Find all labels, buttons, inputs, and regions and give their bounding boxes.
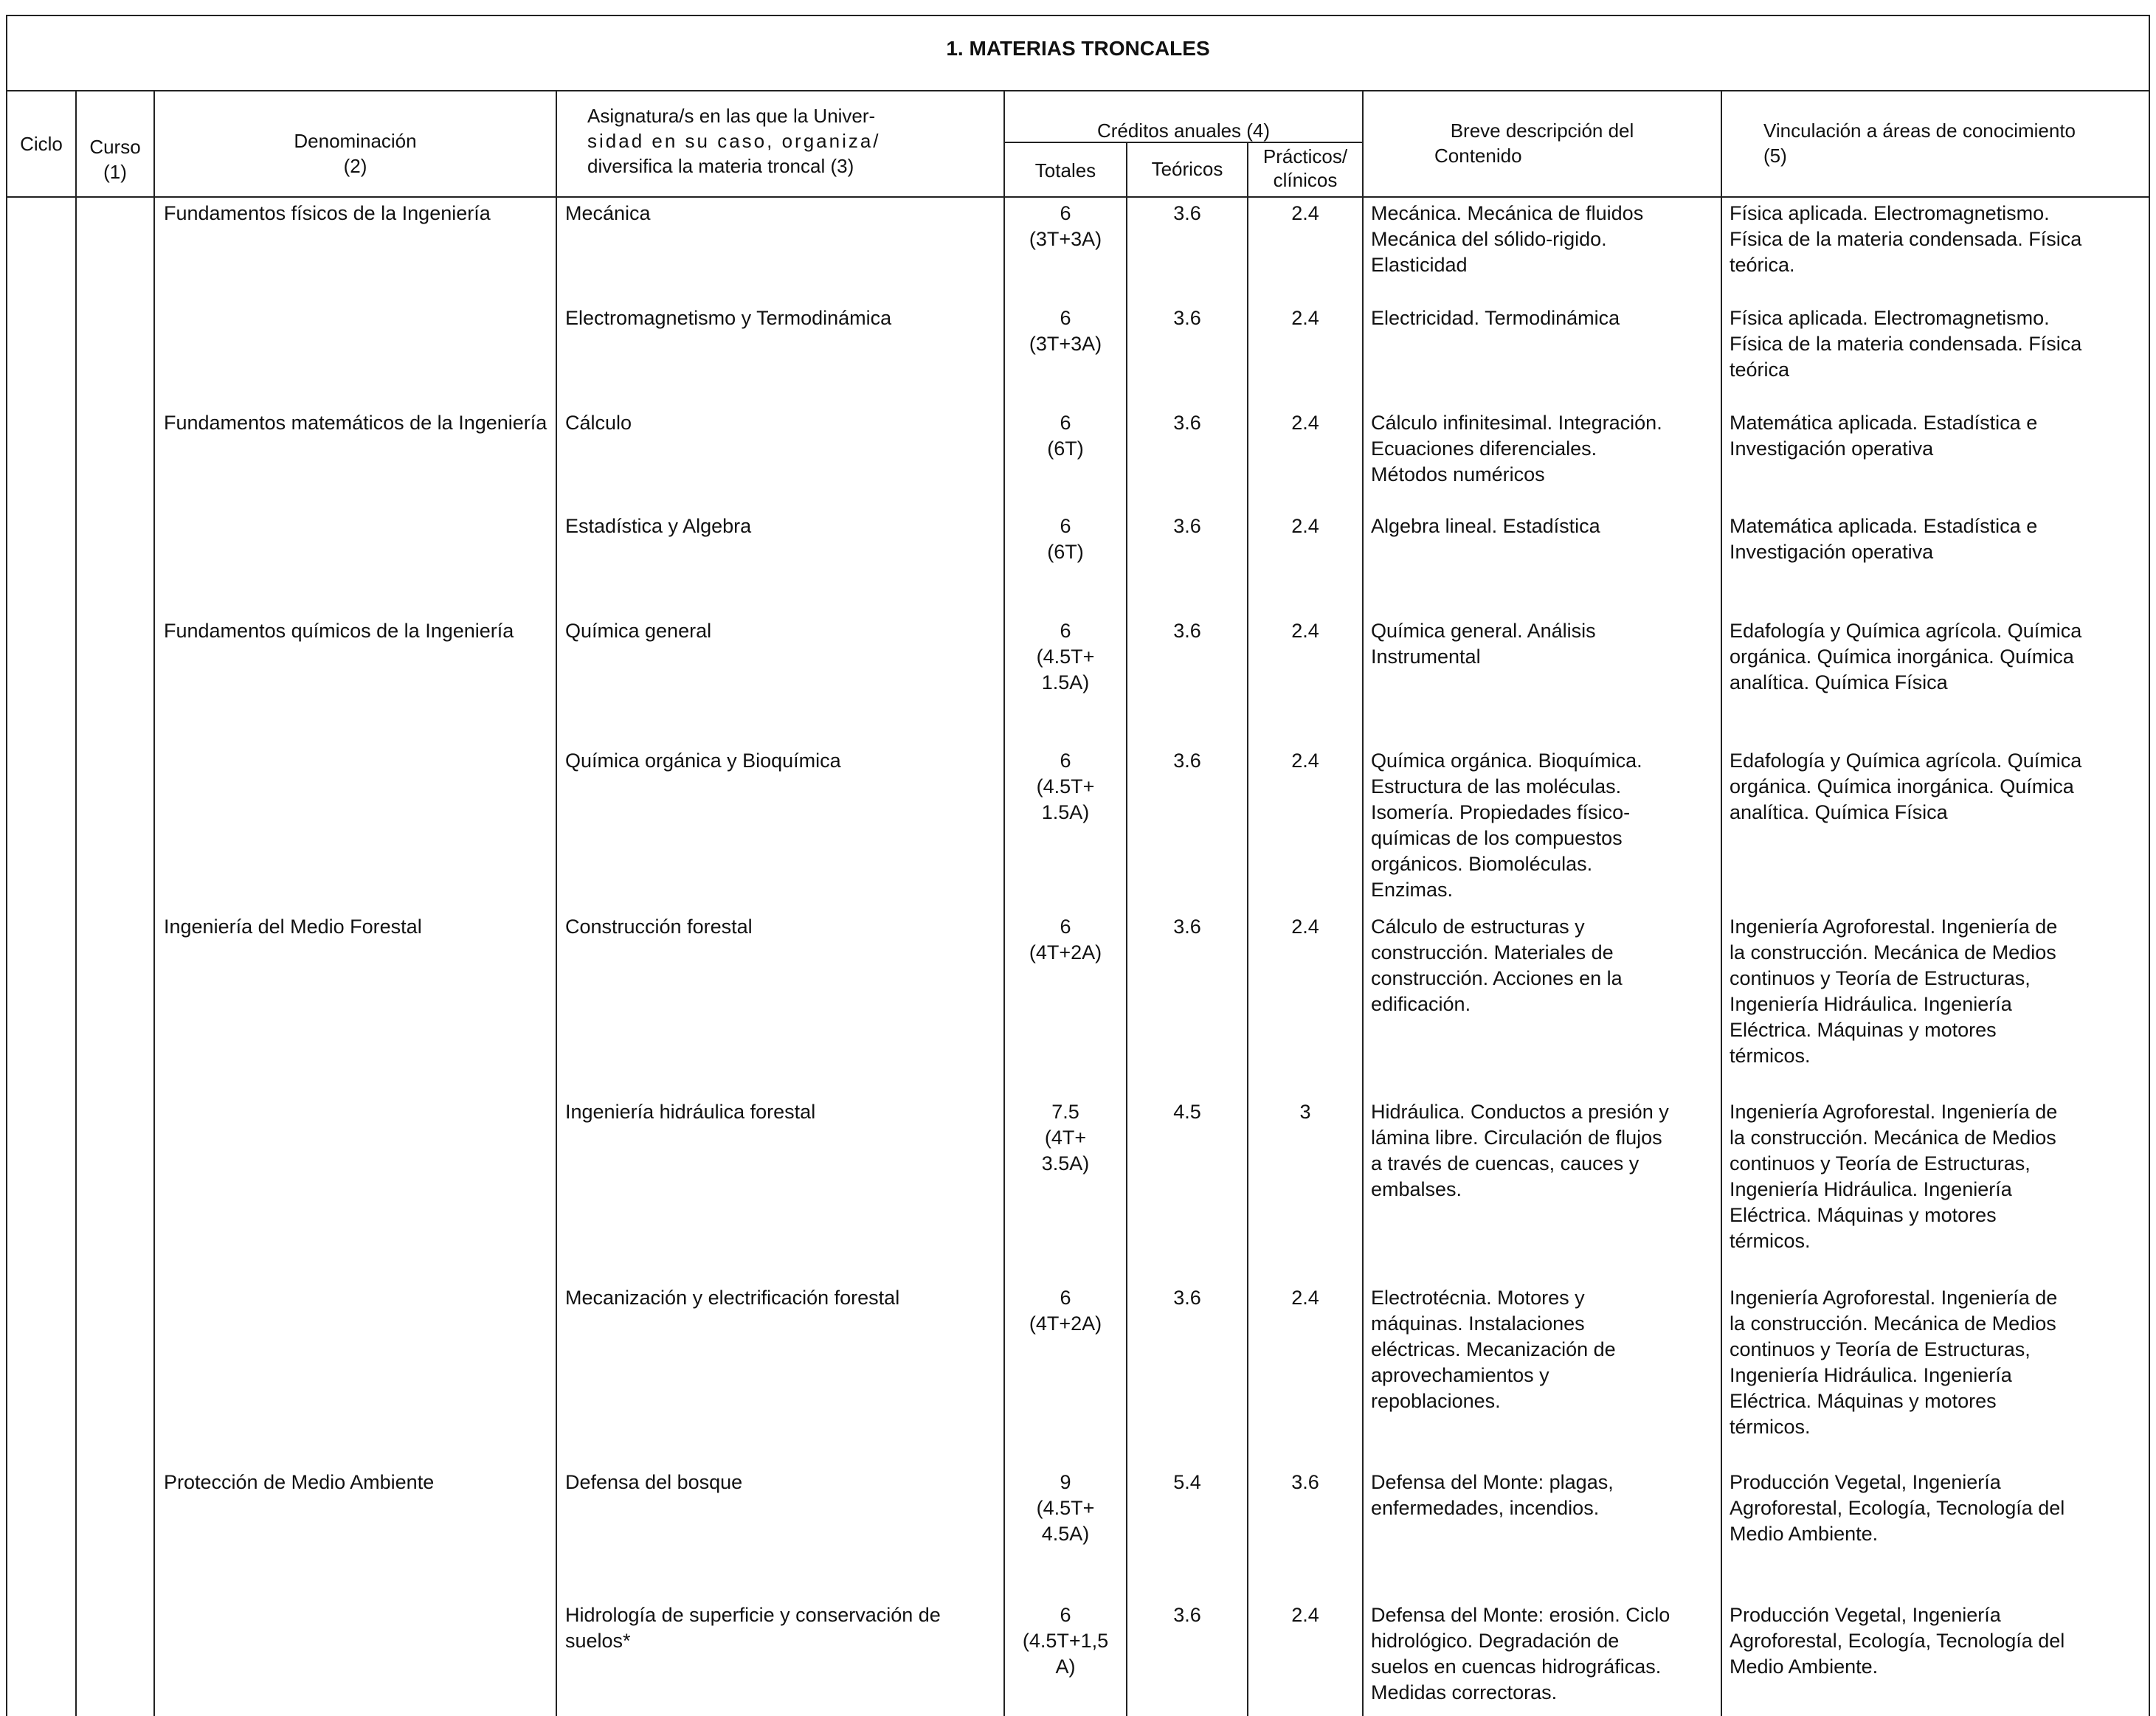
row-descripcion: [1371, 305, 1718, 331]
row-asignatura: Mecanización y electrificación forestal: [565, 1287, 900, 1309]
row-creditos-teoricos: 3.6: [1173, 1604, 1201, 1626]
vinculacion-line: Eléctrica. Máquinas y motores: [1730, 1204, 1997, 1226]
header-practicos-line1: Prácticos/: [1262, 145, 1348, 167]
row-asignatura: Cálculo: [565, 412, 632, 434]
descripcion-line: orgánicos. Biomoléculas.: [1371, 853, 1593, 875]
row-creditos-practicos: 2.4: [1291, 1604, 1319, 1626]
vinculacion-line: la construcción. Mecánica de Medios: [1730, 1127, 2056, 1149]
header-creditos: [1005, 118, 1362, 143]
header-teoricos-label: Teóricos: [1151, 158, 1223, 180]
row-vinculacion: [1730, 410, 2147, 462]
totales-line: (4T+2A): [1029, 941, 1102, 963]
header-practicos-line2: clínicos: [1273, 169, 1338, 191]
vinculacion-line: térmicos.: [1730, 1045, 1811, 1067]
descripcion-line: Mecánica del sólido-rigido.: [1371, 228, 1607, 250]
descripcion-line: Química general. Análisis: [1371, 620, 1596, 642]
row-vinculacion: [1730, 748, 2147, 826]
descripcion-line: construcción. Materiales de: [1371, 941, 1614, 963]
descripcion-line: repoblaciones.: [1371, 1390, 1501, 1412]
row-creditos-teoricos: 3.6: [1173, 1287, 1201, 1309]
totales-line: (6T): [1047, 541, 1084, 563]
totales-line: 6: [1060, 1604, 1071, 1626]
row-asignatura: Mecánica: [565, 202, 651, 224]
descripcion-line: aprovechamientos y: [1371, 1364, 1549, 1386]
vinculacion-line: la construcción. Mecánica de Medios: [1730, 1312, 2056, 1335]
descripcion-line: enfermedades, incendios.: [1371, 1497, 1600, 1519]
vinculacion-line: orgánica. Química inorgánica. Química: [1730, 775, 2074, 798]
row-asignatura: Defensa del bosque: [565, 1471, 743, 1493]
descripcion-line: máquinas. Instalaciones: [1371, 1312, 1585, 1335]
row-creditos-practicos: 2.4: [1291, 412, 1319, 434]
row-creditos-practicos: 3.6: [1291, 1471, 1319, 1493]
descripcion-line: Cálculo infinitesimal. Integración.: [1371, 412, 1662, 434]
descripcion-line: suelos en cuencas hidrográficas.: [1371, 1656, 1662, 1678]
descripcion-line: Métodos numéricos: [1371, 463, 1545, 485]
row-creditos-practicos: 2.4: [1291, 916, 1319, 938]
totales-line: A): [1055, 1656, 1076, 1678]
vinculacion-line: continuos y Teoría de Estructuras,: [1730, 1338, 2031, 1360]
row-creditos-practicos: 3: [1299, 1101, 1311, 1123]
row-denominacion: Protección de Medio Ambiente: [164, 1471, 435, 1493]
row-creditos-totales: [1005, 914, 1126, 966]
descripcion-line: hidrológico. Degradación de: [1371, 1630, 1620, 1652]
col-rule-curso: [153, 90, 155, 1716]
totales-line: 6: [1060, 916, 1071, 938]
descripcion-line: Electrotécnia. Motores y: [1371, 1287, 1585, 1309]
col-rule-denominacion: [556, 90, 557, 1716]
vinculacion-line: Edafología y Química agrícola. Química: [1730, 620, 2082, 642]
totales-line: (4T+: [1044, 1127, 1087, 1149]
row-creditos-teoricos: 3.6: [1173, 750, 1201, 772]
col-rule-descripcion: [1721, 90, 1722, 1716]
vinculacion-line: térmicos.: [1730, 1230, 1811, 1252]
row-denominacion: Fundamentos químicos de la Ingeniería: [164, 620, 514, 642]
vinculacion-line: Edafología y Química agrícola. Química: [1730, 750, 2082, 772]
row-creditos-totales: [1005, 201, 1126, 252]
row-creditos-teoricos: 3.6: [1173, 202, 1201, 224]
totales-line: 6: [1060, 750, 1071, 772]
header-ciclo: [7, 131, 75, 156]
totales-line: 6: [1060, 620, 1071, 642]
descripcion-line: Algebra lineal. Estadística: [1371, 515, 1600, 537]
header-asignatura-line2: sidad en su caso, organiza/: [587, 130, 881, 152]
header-denominacion-note: (2): [343, 155, 367, 177]
row-denominacion: Fundamentos físicos de la Ingeniería: [164, 202, 491, 224]
header-asignatura-line3: diversifica la materia troncal (3): [587, 155, 854, 177]
table-title: 1. MATERIAS TRONCALES: [946, 37, 1210, 60]
row-asignatura: Hidrología de superficie y conservación de suelos*: [565, 1604, 941, 1652]
row-descripcion: [1371, 1099, 1718, 1203]
descripcion-line: Instrumental: [1371, 646, 1481, 668]
row-creditos-teoricos: 5.4: [1173, 1471, 1201, 1493]
vinculacion-line: térmicos.: [1730, 1416, 1811, 1438]
row-asignatura: Química orgánica y Bioquímica: [565, 750, 841, 772]
totales-line: 6: [1060, 412, 1071, 434]
col-rule-ciclo: [75, 90, 77, 1716]
vinculacion-line: Física aplicada. Electromagnetismo.: [1730, 202, 2050, 224]
vinculacion-line: Agroforestal, Ecología, Tecnología del: [1730, 1497, 2065, 1519]
descripcion-line: eléctricas. Mecanización de: [1371, 1338, 1616, 1360]
vinculacion-line: Eléctrica. Máquinas y motores: [1730, 1390, 1997, 1412]
vinculacion-line: teórica: [1730, 359, 1790, 381]
row-creditos-teoricos: 3.6: [1173, 515, 1201, 537]
row-vinculacion: [1730, 305, 2147, 383]
descripcion-line: Isomería. Propiedades físico-: [1371, 801, 1631, 823]
row-creditos-totales: [1005, 305, 1126, 357]
row-creditos-practicos: 2.4: [1291, 515, 1319, 537]
vinculacion-line: Ingeniería Agroforestal. Ingeniería de: [1730, 1101, 2058, 1123]
descripcion-line: Enzimas.: [1371, 879, 1454, 901]
row-creditos-totales: [1005, 513, 1126, 565]
row-descripcion: [1371, 1285, 1718, 1414]
totales-line: 3.5A): [1041, 1152, 1090, 1174]
row-vinculacion: [1730, 1285, 2147, 1440]
row-asignatura: Electromagnetismo y Termodinámica: [565, 307, 892, 329]
vinculacion-line: Ingeniería Hidráulica. Ingeniería: [1730, 993, 2012, 1015]
row-creditos-totales: [1005, 1285, 1126, 1337]
totales-line: (4.5T+: [1036, 775, 1095, 798]
header-curso-note: (1): [103, 161, 127, 183]
vinculacion-line: Eléctrica. Máquinas y motores: [1730, 1019, 1997, 1041]
descripcion-line: edificación.: [1371, 993, 1471, 1015]
row-creditos-totales: [1005, 410, 1126, 462]
descripcion-line: embalses.: [1371, 1178, 1462, 1200]
totales-line: 1.5A): [1041, 671, 1090, 693]
title-divider: [6, 90, 2150, 91]
row-creditos-totales: [1005, 748, 1126, 826]
row-vinculacion: [1730, 1099, 2147, 1254]
descripcion-line: Defensa del Monte: erosión. Ciclo: [1371, 1604, 1670, 1626]
header-vinculacion-line2: (5): [1763, 145, 1787, 167]
row-vinculacion: [1730, 513, 2147, 565]
totales-line: 4.5A): [1041, 1523, 1090, 1545]
row-creditos-practicos: 2.4: [1291, 750, 1319, 772]
header-practicos: [1248, 145, 1362, 192]
vinculacion-line: Matemática aplicada. Estadística e: [1730, 412, 2038, 434]
descripcion-line: lámina libre. Circulación de flujos: [1371, 1127, 1662, 1149]
header-denominacion: [155, 128, 556, 179]
header-creditos-label: Créditos anuales (4): [1096, 120, 1271, 142]
vinculacion-line: Matemática aplicada. Estadística e: [1730, 515, 2038, 537]
vinculacion-line: orgánica. Química inorgánica. Química: [1730, 646, 2074, 668]
row-descripcion: [1371, 1470, 1718, 1521]
totales-line: (4T+2A): [1029, 1312, 1102, 1335]
vinculacion-line: Agroforestal, Ecología, Tecnología del: [1730, 1630, 2065, 1652]
row-asignatura: Ingeniería hidráulica forestal: [565, 1101, 816, 1123]
vinculacion-line: continuos y Teoría de Estructuras,: [1730, 1152, 2031, 1174]
row-asignatura: Estadística y Algebra: [565, 515, 752, 537]
header-asignatura: [587, 103, 1001, 179]
totales-line: 6: [1060, 202, 1071, 224]
vinculacion-line: Medio Ambiente.: [1730, 1656, 1879, 1678]
row-creditos-teoricos: 3.6: [1173, 307, 1201, 329]
row-creditos-totales: [1005, 618, 1126, 696]
col-rule-practicos: [1362, 90, 1364, 1716]
row-vinculacion: [1730, 1470, 2147, 1547]
totales-line: 6: [1060, 515, 1071, 537]
row-creditos-practicos: 2.4: [1291, 307, 1319, 329]
descripcion-line: construcción. Acciones en la: [1371, 967, 1623, 989]
vinculacion-line: Investigación operativa: [1730, 541, 1934, 563]
descripcion-line: Hidráulica. Conductos a presión y: [1371, 1101, 1669, 1123]
descripcion-line: químicas de los compuestos: [1371, 827, 1623, 849]
vinculacion-line: Medio Ambiente.: [1730, 1523, 1879, 1545]
totales-line: (4.5T+: [1036, 646, 1095, 668]
vinculacion-line: Ingeniería Hidráulica. Ingeniería: [1730, 1364, 2012, 1386]
descripcion-line: Elasticidad: [1371, 254, 1468, 276]
descripcion-line: Mecánica. Mecánica de fluidos: [1371, 202, 1644, 224]
totales-line: 1.5A): [1041, 801, 1090, 823]
header-divider: [6, 196, 2150, 198]
row-vinculacion: [1730, 201, 2147, 278]
row-descripcion: [1371, 410, 1718, 488]
header-vinculacion-line1: Vinculación a áreas de conocimiento: [1763, 120, 2076, 142]
vinculacion-line: Ingeniería Agroforestal. Ingeniería de: [1730, 916, 2058, 938]
descripcion-line: Ecuaciones diferenciales.: [1371, 437, 1597, 460]
header-denominacion-label: Denominación: [294, 130, 417, 152]
row-creditos-totales: [1005, 1099, 1126, 1177]
header-vinculacion: [1763, 118, 2147, 168]
row-vinculacion: [1730, 914, 2147, 1069]
row-vinculacion: [1730, 1602, 2147, 1680]
row-asignatura: Química general: [565, 620, 712, 642]
row-denominacion: Fundamentos matemáticos de la Ingeniería: [164, 412, 547, 434]
vinculacion-line: analítica. Química Física: [1730, 671, 1948, 693]
vinculacion-line: Ingeniería Agroforestal. Ingeniería de: [1730, 1287, 2058, 1309]
totales-line: 7.5: [1051, 1101, 1079, 1123]
row-creditos-teoricos: 3.6: [1173, 916, 1201, 938]
row-descripcion: [1371, 618, 1718, 670]
header-descripcion: [1364, 118, 1721, 168]
row-descripcion: [1371, 1602, 1718, 1706]
row-denominacion: Ingeniería del Medio Forestal: [164, 916, 422, 938]
vinculacion-line: Física aplicada. Electromagnetismo.: [1730, 307, 2050, 329]
row-descripcion: [1371, 201, 1718, 278]
header-curso-label: Curso: [89, 136, 141, 158]
header-totales-label: Totales: [1034, 159, 1096, 181]
header-descripcion-line1: Breve descripción del: [1450, 120, 1634, 142]
descripcion-line: Química orgánica. Bioquímica.: [1371, 750, 1642, 772]
row-creditos-teoricos: 4.5: [1173, 1101, 1201, 1123]
header-curso: [77, 134, 153, 184]
vinculacion-line: Física de la materia condensada. Física: [1730, 333, 2082, 355]
vinculacion-line: continuos y Teoría de Estructuras,: [1730, 967, 2031, 989]
totales-line: (3T+3A): [1029, 333, 1102, 355]
descripcion-line: Estructura de las moléculas.: [1371, 775, 1622, 798]
row-descripcion: [1371, 748, 1718, 903]
descripcion-line: Defensa del Monte: plagas,: [1371, 1471, 1614, 1493]
totales-line: (4.5T+: [1036, 1497, 1095, 1519]
header-descripcion-line2: Contenido: [1434, 145, 1522, 167]
header-asignatura-line1: Asignatura/s en las que la Univer-: [587, 105, 876, 127]
descripcion-line: Electricidad. Termodinámica: [1371, 307, 1620, 329]
descripcion-line: Cálculo de estructuras y: [1371, 916, 1585, 938]
header-totales: [1005, 158, 1126, 183]
row-creditos-totales: [1005, 1470, 1126, 1547]
row-vinculacion: [1730, 618, 2147, 696]
row-creditos-totales: [1005, 1602, 1126, 1680]
totales-line: 9: [1060, 1471, 1071, 1493]
header-ciclo-label: Ciclo: [20, 133, 63, 155]
descripcion-line: Medidas correctoras.: [1371, 1681, 1558, 1703]
vinculacion-line: Física de la materia condensada. Física: [1730, 228, 2082, 250]
vinculacion-line: Producción Vegetal, Ingeniería: [1730, 1471, 2001, 1493]
vinculacion-line: Producción Vegetal, Ingeniería: [1730, 1604, 2001, 1626]
vinculacion-line: Ingeniería Hidráulica. Ingeniería: [1730, 1178, 2012, 1200]
totales-line: (6T): [1047, 437, 1084, 460]
totales-line: 6: [1060, 1287, 1071, 1309]
row-creditos-practicos: 2.4: [1291, 202, 1319, 224]
descripcion-line: a través de cuencas, cauces y: [1371, 1152, 1640, 1174]
totales-line: 6: [1060, 307, 1071, 329]
totales-line: (3T+3A): [1029, 228, 1102, 250]
vinculacion-line: analítica. Química Física: [1730, 801, 1948, 823]
vinculacion-line: la construcción. Mecánica de Medios: [1730, 941, 2056, 963]
row-creditos-practicos: 2.4: [1291, 620, 1319, 642]
row-creditos-practicos: 2.4: [1291, 1287, 1319, 1309]
row-descripcion: [1371, 914, 1718, 1017]
vinculacion-line: Investigación operativa: [1730, 437, 1934, 460]
row-creditos-teoricos: 3.6: [1173, 620, 1201, 642]
header-teoricos: [1127, 156, 1247, 181]
row-asignatura: Construcción forestal: [565, 916, 753, 938]
totales-line: (4.5T+1,5: [1022, 1630, 1109, 1652]
row-descripcion: [1371, 513, 1718, 539]
vinculacion-line: teórica.: [1730, 254, 1795, 276]
row-creditos-teoricos: 3.6: [1173, 412, 1201, 434]
